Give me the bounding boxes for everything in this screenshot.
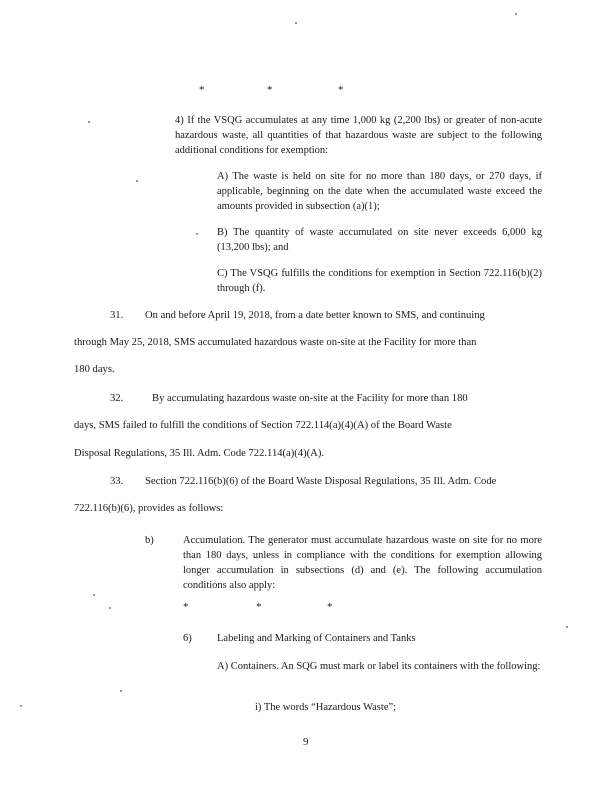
paragraph-33-line-1: Section 722.116(b)(6) of the Board Waste Disposal Regulations, 35 Ill. Adm. Code (145, 476, 497, 487)
star: * (327, 601, 333, 613)
item-6-label: 6) (183, 633, 192, 644)
containers-subitem-a-text: A) Containers. An SQG must mark or label its containers with the following: (217, 661, 541, 672)
paragraph-32-line-1: By accumulating hazardous waste on-site at the Facility for more than 180 (152, 393, 468, 404)
scan-speck (93, 594, 95, 596)
subitem-c-text: C) The VSQG fulfills the conditions for exemption in Section 722.116(b)(2) through (f). (217, 268, 542, 294)
scan-speck (109, 607, 111, 609)
page-number: 9 (303, 736, 309, 748)
subsection-b-text: Accumulation. The generator must accumulate hazardous waste on site for no more than 180 days, unless in compliance with the conditions for exemption allowing longer accumulation in subsections (d) and (e). The following accumulation conditions also apply: (183, 535, 542, 591)
scan-speck (566, 626, 568, 628)
paragraph-31-line-2: through May 25, 2018, SMS accumulated hazardous waste on-site at the Facility for more than (74, 337, 477, 348)
paragraph-33-line-2: 722.116(b)(6), provides as follows: (74, 503, 224, 514)
scan-speck (88, 121, 90, 123)
subitem-i-text: i) The words “Hazardous Waste”; (255, 702, 397, 713)
subitem-a-text: A) The waste is held on site for no more than 180 days, or 270 days, if applicable, beginning on the date when the accumulated waste exceed the amounts provided in subsection (a)(1); (217, 171, 542, 212)
paragraph-32-number: 32. (110, 393, 124, 404)
paragraph-31-line-3: 180 days. (74, 364, 115, 375)
star: * (338, 84, 344, 96)
scan-speck (20, 705, 22, 707)
paragraph-33-number: 33. (110, 476, 124, 487)
subitem-b-text: B) The quantity of waste accumulated on site never exceeds 6,000 kg (13,200 lbs); and (217, 227, 542, 253)
scan-speck (295, 22, 297, 24)
scan-speck (120, 690, 122, 692)
item-4-text: 4) If the VSQG accumulates at any time 1,000 kg (2,200 lbs) or greater of non-acute hazardous waste, all quantities of that hazardous waste are subject to the following additional conditions for exemption: (175, 115, 542, 156)
paragraph-31-line-1: On and before April 19, 2018, from a date better known to SMS, and continuing (145, 310, 485, 321)
star: * (183, 601, 189, 613)
star: * (256, 601, 262, 613)
paragraph-32-line-3: Disposal Regulations, 35 Ill. Adm. Code 722.114(a)(4)(A). (74, 448, 324, 459)
star: * (267, 84, 273, 96)
paragraph-32-line-2: days, SMS failed to fulfill the conditions of Section 722.114(a)(4)(A) of the Board Waste (74, 420, 452, 431)
subsection-b-label: b) (145, 535, 154, 546)
scan-speck (196, 233, 198, 235)
paragraph-31-number: 31. (110, 310, 124, 321)
star: * (199, 84, 205, 96)
item-6-text: Labeling and Marking of Containers and Tanks (217, 633, 416, 644)
scan-speck (515, 13, 517, 15)
scan-speck (136, 180, 138, 182)
